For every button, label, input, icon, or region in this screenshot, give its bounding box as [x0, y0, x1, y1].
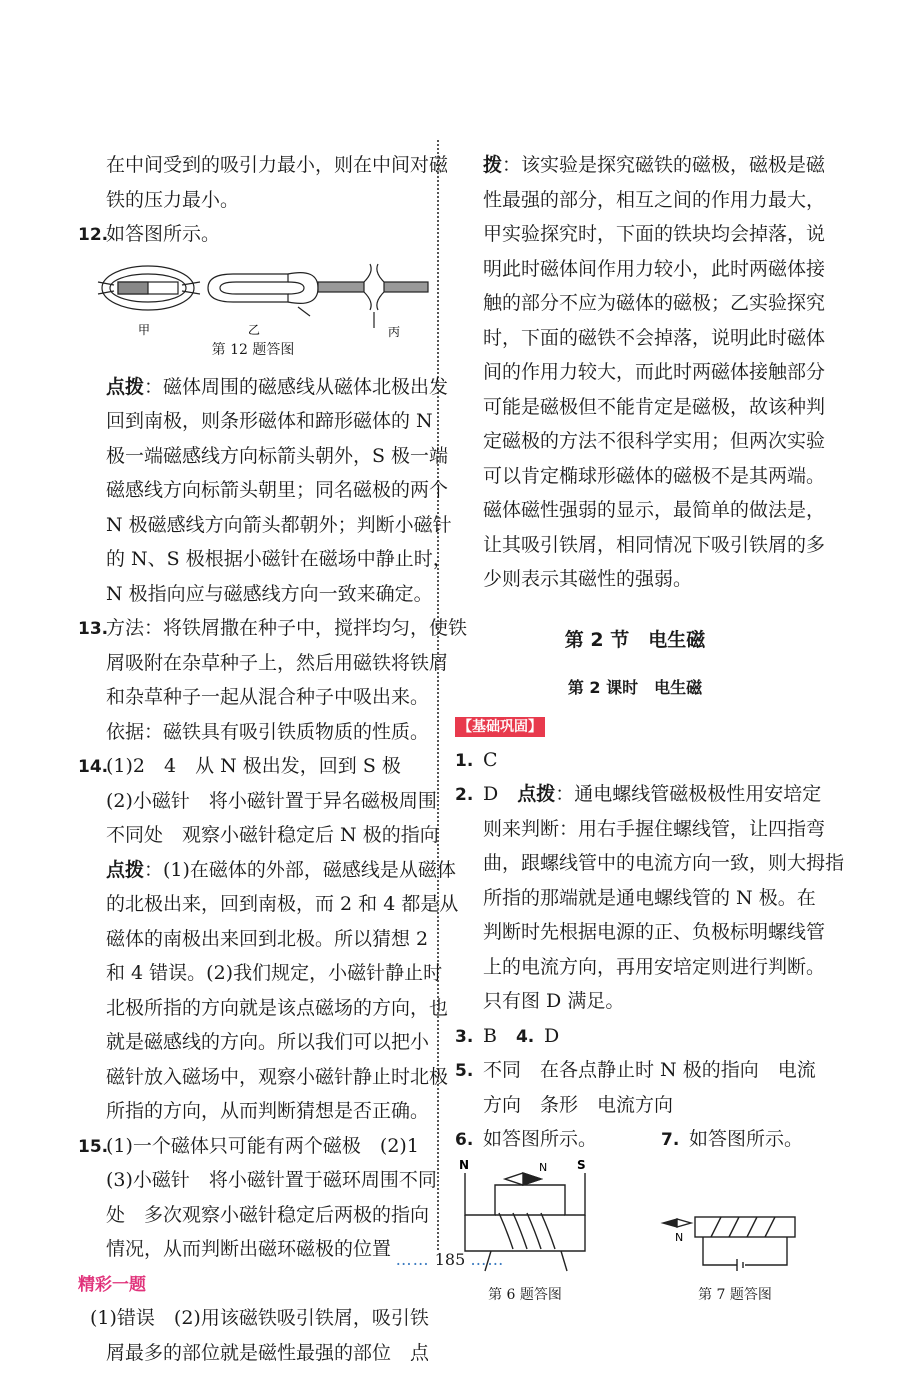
figure-caption: 第 12 题答图: [211, 341, 295, 358]
question-13: 13.方法：将铁屑撒在种子中，搅拌均匀，使铁: [78, 611, 428, 646]
question-number: 15.: [78, 1136, 109, 1157]
text-line: 则来判断：用右手握住螺线管，让四指弯: [483, 817, 826, 840]
field-line: [288, 272, 318, 303]
text-line: 判断时先根据电源的正、负极标明螺线管: [483, 921, 826, 943]
text-line: 屑吸附在杂草种子上，然后用磁铁将铁屑: [106, 651, 449, 674]
bar-magnet: [318, 282, 364, 292]
text-line: 可以肯定椭球形磁体的磁极不是其两端。: [483, 464, 826, 487]
text-line: (1)错误 (2)用该磁铁吸引铁屑，吸引铁: [90, 1307, 429, 1329]
text-line: 的北极出来，回到南极，而 2 和 4 都是从: [106, 893, 459, 915]
text-line: 回到南极，则条形磁体和蹄形磁体的 N: [106, 410, 433, 432]
text-line: 磁体的南极出来回到北极。所以猜想 2: [106, 927, 429, 950]
text-line: (2)小磁针 将小磁针置于异名磁极周围: [106, 789, 437, 812]
figure-label: 丙: [388, 324, 401, 339]
field-line: [377, 292, 384, 310]
text-line: 磁体磁性强弱的显示，最简单的做法是，: [483, 499, 826, 521]
horseshoe-magnet: [208, 274, 288, 302]
figure-12-magnets: [78, 252, 428, 338]
answer-1: 1. C: [455, 743, 815, 778]
needle-label: N: [675, 1230, 684, 1244]
text-line: 方向 条形 电流方向: [483, 1093, 674, 1116]
text-line: 明此时磁体间作用力较小，此时两磁体接: [483, 257, 826, 280]
question-number: 14.: [78, 757, 109, 777]
pole-label: N: [459, 1157, 470, 1172]
text-line: 和 4 错误。(2)我们规定，小磁针静止时: [106, 962, 443, 984]
question-number: 7.: [661, 1130, 680, 1150]
pole-label: S: [577, 1157, 586, 1172]
answer-2: 2. D 点拨：通电螺线管磁极极性用安培定: [455, 777, 815, 812]
figure-label: 乙: [248, 322, 261, 337]
text-line: N 极磁感线方向箭头都朝外；判断小磁针: [106, 513, 452, 536]
text-line: 只有图 D 满足。: [483, 990, 625, 1012]
section-tag: 【基础巩固】: [455, 717, 545, 737]
question-15: 15.(1)一个磁体只可能有两个磁极 (2)1: [78, 1129, 428, 1164]
question-12: [78, 217, 428, 252]
answer-5: 5. 不同 在各点静止时 N 极的指向 电流: [455, 1053, 815, 1088]
hint-line: 拨：该实验是探究磁铁的磁极，磁极是磁: [483, 154, 826, 176]
compass-needle: [663, 1219, 677, 1227]
text-line: 磁感线方向标箭头朝里；同名磁极的两个: [106, 479, 449, 501]
jingcai-heading: [78, 1267, 428, 1302]
question-number: 6.: [455, 1130, 474, 1150]
text-line: 情况，从而判断出磁环磁极的位置: [106, 1238, 392, 1260]
text-line: 北极所指的方向就是该点磁场的方向，也: [106, 996, 449, 1019]
hint-label: 点拨: [517, 783, 556, 805]
question-number: 13.: [78, 619, 109, 639]
bar-magnet: [384, 282, 428, 292]
hint-label: 点拨: [106, 375, 145, 398]
text-line: 磁针放入磁场中，观察小磁针静止时北极: [106, 1065, 449, 1088]
answer-text: 如答图所示。: [106, 223, 221, 245]
text-line: 间的作用力较大，而此时两磁体接触部分: [483, 361, 826, 383]
answer-6-7: 6. 如答图所示。 7. 如答图所示。: [455, 1122, 815, 1157]
text-line: 可能是磁极但不能肯定是磁极，故该种判: [483, 395, 826, 418]
question-number: 2.: [455, 785, 474, 805]
solenoid: [695, 1217, 795, 1237]
text-line: 在中间受到的吸引力最小，则在中间对磁: [106, 154, 449, 176]
hint-line: 点拨：(1)在磁体的外部，磁感线是从磁体: [106, 858, 456, 881]
text-line: 极一端磁感线方向标箭头朝外，S 极一端: [106, 444, 449, 467]
hint-label: 点拨: [106, 858, 145, 881]
figure-label: 甲: [138, 322, 151, 337]
text-line: 屑最多的部位就是磁性最强的部位 点: [106, 1341, 430, 1364]
text-line: 所指的方向，从而判断猜想是否正确。: [106, 1100, 430, 1122]
jingcai-title: 精彩一题: [78, 1274, 146, 1295]
lesson-title: 第 2 课时 电生磁: [567, 677, 703, 697]
hint-line: 点拨：磁体周围的磁感线从磁体北极出发: [106, 375, 449, 398]
needle-label: N: [539, 1160, 548, 1174]
figure-7-solenoid: [655, 1207, 815, 1287]
text-line: 甲实验探究时，下面的铁块均会掉落，说: [483, 223, 826, 245]
coil-winding: [499, 1213, 555, 1249]
section-title: 第 2 节 电生磁: [564, 628, 706, 651]
text-line: 上的电流方向，再用安培定则进行判断。: [483, 955, 826, 978]
text-line: 触的部分不应为磁体的磁极；乙实验探究: [483, 292, 826, 314]
field-line: [364, 292, 371, 310]
figure-caption: 第 7 题答图: [698, 1286, 772, 1303]
right-column: [455, 148, 845, 1307]
question-number: 1.: [455, 750, 474, 771]
text-line: 时，下面的磁铁不会掉落，说明此时磁体: [483, 326, 826, 349]
compass-needle: [298, 307, 310, 316]
question-number: 3.: [455, 1026, 474, 1047]
text-line: 让其吸引铁屑，相同情况下吸引铁屑的多: [483, 533, 826, 556]
core-outline: [465, 1215, 585, 1251]
figure-caption: 第 6 题答图: [488, 1286, 562, 1303]
question-14: 14.(1)2 4 从 N 极出发，回到 S 极: [78, 749, 428, 784]
text-line: 和杂草种子一起从混合种子中吸出来。: [106, 686, 430, 708]
bar-magnet-shaded: [118, 282, 148, 294]
text-line: 曲，跟螺线管中的电流方向一致，则大拇指: [483, 852, 845, 874]
hint-label: 拨: [483, 154, 503, 176]
text-line: 少则表示其磁性的强弱。: [483, 568, 693, 590]
text-line: 的 N、S 极根据小磁针在磁场中静止时，: [106, 548, 452, 570]
answer-3-4: 3. B 4. D: [455, 1019, 815, 1054]
text-line: 不同处 观察小磁针稳定后 N 极的指向: [106, 824, 439, 846]
tag-row: [455, 711, 815, 735]
text-line: 性最强的部分，相互之间的作用力最大，: [483, 188, 826, 211]
field-line: [364, 264, 371, 282]
text-line: 所指的那端就是通电螺线管的 N 极。在: [483, 886, 816, 909]
text-line: 铁的压力最小。: [106, 188, 240, 211]
text-line: 处 多次观察小磁针稳定后两极的指向: [106, 1203, 430, 1226]
page-number: …… 185 ……: [395, 1250, 505, 1269]
question-number: 12.: [78, 225, 109, 245]
field-line: [377, 264, 384, 282]
text-line: 定磁极的方法不很科学实用；但两次实验: [483, 430, 826, 452]
text-line: 依据：磁铁具有吸引铁质物质的性质。: [106, 720, 430, 743]
question-number: 5.: [455, 1061, 474, 1081]
text-line: 就是磁感线的方向。所以我们可以把小: [106, 1031, 430, 1053]
figures-6-7: [455, 1157, 815, 1307]
question-number: 4.: [515, 1026, 535, 1047]
field-line: [288, 282, 304, 294]
text-line: (3)小磁针 将小磁针置于磁环周围不同: [106, 1169, 437, 1191]
text-line: N 极指向应与磁感线方向一致来确定。: [106, 582, 433, 605]
